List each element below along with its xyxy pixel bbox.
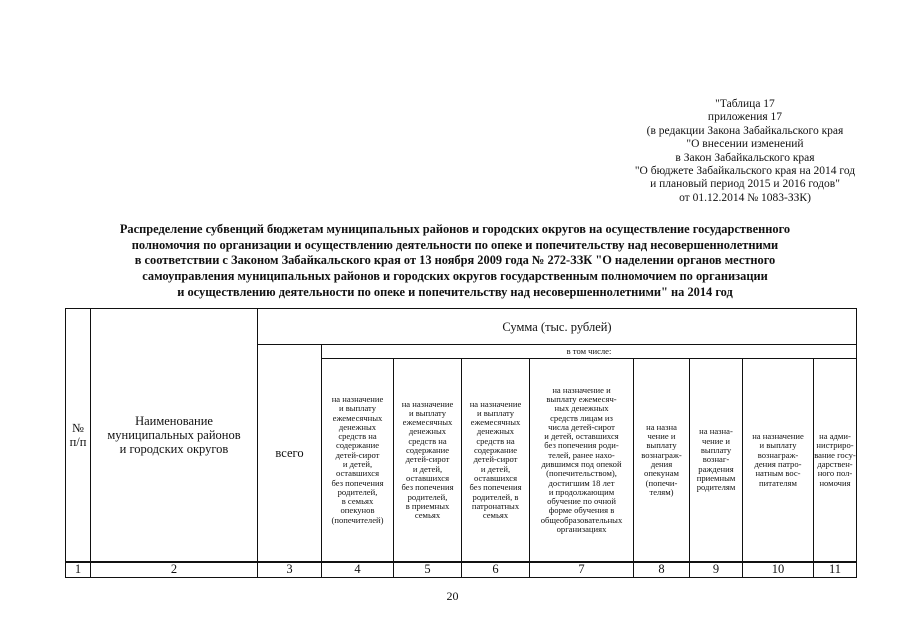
header-text: оставшихся — [405, 472, 450, 483]
column-number: 8 — [658, 562, 665, 576]
header-text: п/п — [69, 435, 87, 449]
header-text: в семьях — [341, 496, 374, 507]
header-text: и выплату — [477, 407, 514, 418]
header-text: телей, ранее нахо- — [548, 449, 615, 460]
header-text: № — [72, 421, 84, 435]
header-text: на назначение — [401, 398, 454, 409]
appendix-line: "Таблица 17 — [715, 98, 775, 110]
header-text: на назначение — [331, 393, 384, 404]
header-text: чение и — [647, 431, 676, 442]
header-text: без попечения — [469, 482, 522, 493]
header-text: питателям — [759, 477, 797, 488]
header-text: и выплату — [339, 403, 376, 414]
header-text: Наименование — [135, 414, 213, 428]
column-number: 2 — [170, 562, 178, 576]
title-line: в соответствии с Законом Забайкальского края от 13 ноября 2009 года № 272-ЗЗК "О наделении органов местного — [134, 253, 776, 268]
header-patronage-educator-remuneration — [743, 359, 813, 561]
column-number: 5 — [424, 562, 431, 576]
header-text: содержание — [335, 440, 380, 451]
header-text: и выплату — [759, 440, 797, 451]
header-foster-parent-remuneration — [690, 359, 742, 561]
header-text: опекунов — [340, 505, 375, 516]
header-guardian-family-payments — [322, 359, 393, 561]
header-text: без попечения роди- — [544, 440, 619, 451]
column-number: 6 — [492, 562, 499, 576]
header-text: общеобразовательных — [540, 514, 623, 525]
header-text: без попечения — [331, 477, 384, 488]
header-municipality-name — [91, 309, 257, 561]
header-text: ного пол- — [817, 468, 853, 479]
header-patronage-family-payments — [462, 359, 529, 561]
title-line: и осуществлению деятельности по опеке и попечительству над несовершеннолетними" на 2014 год — [177, 284, 733, 299]
header-text: организациях — [556, 524, 607, 535]
header-foster-family-payments — [394, 359, 461, 561]
document-title — [60, 222, 850, 301]
header-text: нистриро- — [816, 440, 854, 451]
header-text: ежемесячных — [470, 417, 521, 428]
header-text: дарствен- — [817, 459, 853, 469]
header-text: родителей, в — [472, 491, 519, 502]
header-including: в том числе: — [566, 346, 612, 356]
header-text: вание госу- — [814, 449, 856, 460]
header-row-number — [66, 309, 90, 561]
header-text: на назна- — [699, 426, 733, 437]
header-text: на адми- — [819, 431, 851, 442]
column-number: 1 — [74, 562, 82, 576]
header-text: обучение по очной — [547, 496, 616, 507]
header-text: ных денежных — [554, 403, 609, 414]
column-number: 9 — [712, 562, 720, 576]
header-text: денежных — [408, 426, 447, 437]
header-sum: Сумма (тыс. рублей) — [502, 319, 612, 334]
header-text: детей-сирот — [335, 449, 380, 460]
header-text: средств на — [408, 435, 447, 446]
header-text: и детей, — [480, 463, 511, 474]
header-total: всего — [275, 446, 304, 460]
header-text: муниципальных районов — [107, 428, 241, 442]
header-text: ежемесячных — [332, 412, 383, 423]
column-number: 7 — [578, 562, 585, 576]
header-text: номочия — [819, 477, 851, 488]
header-text: приемным — [696, 472, 736, 483]
header-text: вознаграж- — [757, 449, 799, 460]
header-text: на назначение и — [552, 384, 611, 395]
header-text: дившимся под опекой — [541, 459, 622, 469]
column-number: 4 — [354, 562, 361, 576]
page-number: 20 — [446, 589, 459, 603]
header-text: вознаг- — [702, 454, 730, 465]
header-text: ежемесячных — [402, 417, 453, 428]
header-text: на назначение — [752, 431, 804, 442]
column-number: 3 — [286, 562, 293, 576]
column-number: 11 — [828, 562, 842, 576]
appendix-line: и плановый период 2015 и 2016 годов" — [650, 178, 840, 191]
header-text: раждения — [698, 463, 734, 474]
header-text: и детей, оставшихся — [544, 431, 619, 442]
header-text: средств на — [476, 435, 515, 446]
header-text: на назначение — [469, 398, 522, 409]
header-text: форме обучения в — [548, 505, 615, 516]
appendix-line: "О бюджете Забайкальского края на 2014 год — [634, 165, 856, 178]
header-text: вознаграж- — [641, 449, 682, 460]
header-text: (попечи- — [645, 477, 678, 488]
header-text: числа детей-сирот — [548, 421, 615, 432]
appendix-line: в Закон Забайкальского края — [675, 151, 815, 164]
appendix-line: приложения 17 — [707, 111, 783, 124]
header-text: семьях — [482, 510, 509, 521]
header-text: денежных — [338, 421, 377, 432]
header-text: содержание — [473, 445, 518, 456]
header-text: и продолжающим — [548, 486, 615, 497]
header-text: средств на — [338, 431, 377, 442]
header-text: родителям — [696, 482, 736, 493]
header-text: выплату — [700, 445, 732, 456]
header-text: средств лицам из — [550, 412, 613, 423]
header-text: телям) — [649, 486, 674, 497]
header-text: достигшим 18 лет — [548, 477, 615, 488]
header-text: семьях — [414, 510, 441, 521]
header-text: и городских округов — [119, 442, 229, 456]
title-line: Распределение субвенций бюджетам муниципальных районов и городских округов на осуществление государственного — [119, 222, 791, 236]
header-guardian-remuneration — [634, 359, 689, 561]
appendix-reference — [600, 98, 890, 205]
header-text: оставшихся — [473, 472, 518, 483]
header-text: дения патро- — [754, 459, 802, 469]
header-text: и детей, — [342, 459, 373, 469]
header-text: без попечения — [401, 482, 454, 493]
appendix-line: (в редакции Закона Забайкальского края — [646, 124, 844, 137]
header-text: чение и — [702, 435, 730, 446]
header-text: оставшихся — [335, 468, 380, 479]
header-former-wards-payments — [530, 359, 633, 561]
header-text: натным вос- — [755, 468, 801, 479]
subvention-table — [65, 308, 857, 578]
header-text: (попечительством), — [546, 468, 617, 479]
header-text: и детей, — [412, 463, 443, 474]
header-text: выплату ежемесяч- — [546, 393, 617, 404]
header-administration — [814, 359, 856, 561]
header-text: на назна — [646, 421, 677, 432]
header-text: опекунам — [644, 468, 679, 479]
header-text: в приемных — [405, 500, 450, 511]
header-text: родителей, — [407, 491, 448, 502]
appendix-line: "О внесении изменений — [686, 138, 804, 151]
header-text: денежных — [476, 426, 515, 437]
title-line: полномочия по организации и осуществлению деятельности по опеке и попечительству над несовершеннолетними — [131, 237, 779, 252]
header-text: содержание — [405, 445, 450, 456]
column-number: 10 — [771, 562, 785, 576]
header-text: выплату — [646, 440, 677, 451]
header-text: патронатных — [471, 500, 520, 511]
header-text: детей-сирот — [473, 454, 518, 465]
title-line: самоуправления муниципальных районов и городских округов государственным полномочием по организации — [142, 269, 768, 284]
header-text: детей-сирот — [405, 454, 450, 465]
header-text: и выплату — [409, 407, 446, 418]
header-text: (попечителей) — [331, 514, 384, 525]
header-text: дения — [650, 459, 673, 469]
appendix-line: от 01.12.2014 № 1083-ЗЗК) — [679, 191, 811, 204]
header-text: родителей, — [337, 486, 378, 497]
